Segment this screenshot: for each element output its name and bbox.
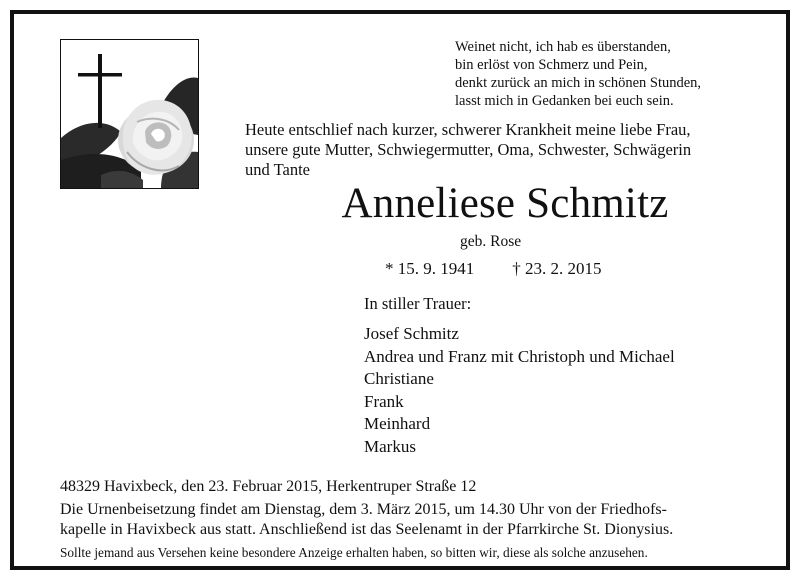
poem bbox=[455, 38, 701, 110]
funeral-line: Die Urnenbeisetzung findet am Dienstag, dem 3. März 2015, um 14.30 Uhr von der Friedhofs- bbox=[60, 501, 667, 518]
notice-note: Sollte jemand aus Versehen keine besondere Anzeige erhalten haben, so bitten wir, diese als solche anzusehen. bbox=[60, 545, 648, 560]
life-dates bbox=[385, 258, 602, 280]
intro-line: Heute entschlief nach kurzer, schwerer Krankheit meine liebe Frau, bbox=[245, 120, 691, 139]
death-date: † 23. 2. 2015 bbox=[512, 259, 602, 278]
mourner-name: Josef Schmitz bbox=[364, 324, 459, 343]
poem-line: lasst mich in Gedanken bei euch sein. bbox=[455, 93, 674, 109]
address-line: 48329 Havixbeck, den 23. Februar 2015, Herkentruper Straße 12 bbox=[60, 478, 477, 495]
birth-date: * 15. 9. 1941 bbox=[385, 259, 475, 278]
poem-line: bin erlöst von Schmerz und Pein, bbox=[455, 57, 648, 73]
mourning-label: In stiller Trauer: bbox=[364, 294, 472, 313]
funeral-line: kapelle in Havixbeck aus statt. Anschließend ist das Seelenamt in der Pfarrkirche St. Dionysius. bbox=[60, 521, 674, 538]
mourner-name: Christiane bbox=[364, 369, 434, 388]
poem-line: denkt zurück an mich in schönen Stunden, bbox=[455, 75, 702, 91]
mourner-name: Frank bbox=[364, 391, 404, 411]
cross-icon bbox=[78, 54, 122, 128]
deceased-name: Anneliese Schmitz bbox=[341, 180, 669, 227]
intro-line: unsere gute Mutter, Schwiegermutter, Oma, Schwester, Schwägerin bbox=[245, 140, 692, 159]
intro-line: und Tante bbox=[245, 160, 310, 179]
birth-name: geb. Rose bbox=[460, 233, 522, 250]
mourner-name: Markus bbox=[364, 436, 416, 456]
rose-image bbox=[61, 40, 198, 188]
mourner-name: Meinhard bbox=[364, 414, 431, 433]
obituary-frame bbox=[10, 10, 790, 570]
mourner-list bbox=[364, 323, 675, 458]
rose-cross-image bbox=[60, 39, 199, 189]
poem-line: Weinet nicht, ich hab es überstanden, bbox=[455, 39, 671, 55]
mourner-name: Andrea und Franz mit Christoph und Michael bbox=[364, 346, 675, 366]
intro-text bbox=[245, 120, 691, 180]
funeral-info bbox=[60, 500, 673, 540]
